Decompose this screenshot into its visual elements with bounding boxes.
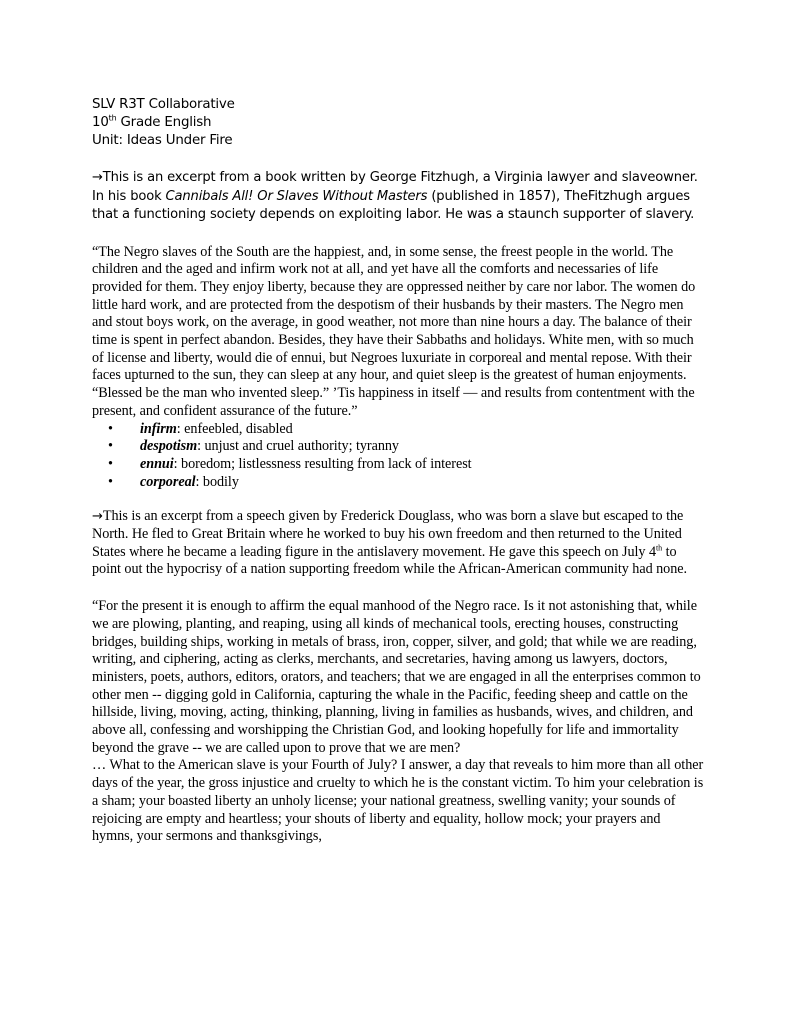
bullet-icon: • bbox=[108, 438, 113, 455]
bullet-icon: • bbox=[108, 455, 113, 472]
vocab-definition: : bodily bbox=[195, 473, 239, 490]
douglass-quote bbox=[92, 598, 704, 846]
vocab-term: infirm bbox=[140, 420, 177, 437]
unit-line: Unit: Ideas Under Fire bbox=[92, 133, 233, 148]
vocab-term: despotism bbox=[140, 438, 198, 455]
grade-line bbox=[92, 114, 704, 132]
book-title: Cannibals All! Or Slaves Without Masters bbox=[165, 188, 428, 204]
intro-text-start: This is an excerpt from a speech given by Frederick Douglass, who was born a slave but escaped to the North. He fled to Great Britain where he worked to buy his own freedom and then returned to the United States where he became a leading figure in the antislavery movement. He gave this speech on July 4 bbox=[92, 508, 684, 560]
vocab-definition: : boredom; listlessness resulting from lack of interest bbox=[173, 455, 472, 472]
bullet-icon: • bbox=[108, 473, 113, 490]
right-arrow-icon: → bbox=[92, 509, 103, 525]
fitzhugh-introduction bbox=[92, 169, 704, 225]
vocab-item bbox=[92, 474, 704, 492]
intro-text-start: This is an excerpt from a book written by George Fitzhugh, a Virginia lawyer and slaveowner. In his book bbox=[92, 170, 698, 204]
grade-number: 10 bbox=[92, 115, 109, 130]
vocab-item bbox=[92, 421, 704, 439]
vocabulary-list bbox=[92, 421, 704, 492]
document-header bbox=[92, 96, 704, 150]
right-arrow-icon: → bbox=[92, 170, 103, 185]
grade-ordinal: th bbox=[108, 113, 117, 123]
intro-text-end: to point out the hypocrisy of a nation supporting freedom while the African-American community had none. bbox=[92, 543, 688, 578]
quote-paragraph: “For the present it is enough to affirm the equal manhood of the Negro race. Is it not astonishing that, while we are plowing, planting, and reaping, using all kinds of mechanical tools, erecting houses, constructing bridges, building ships, working in metals of brass, iron, copper, silver, and gold; that while we are reading, writing, and ciphering, acting as clerks, merchants, and secretaries, having among us lawyers, doctors, ministers, poets, authors, editors, orators, and teachers; that we are engaged in all the enterprises common to other men -- digging gold in California, capturing the whale in the Pacific, feeding sheep and cattle on the hillside, living, moving, acting, thinking, planning, living in families as husbands, wives, and children, and above all, confessing and worshipping the Christian God, and looking hopefully for life and immortality beyond the grave -- we are called upon to prove that we are men? bbox=[92, 598, 701, 756]
vocab-definition: : unjust and cruel authority; tyranny bbox=[197, 438, 399, 455]
fitzhugh-quote: “The Negro slaves of the South are the happiest, and, in some sense, the freest people in the world. The children and the aged and infirm work not at all, and yet have all the comforts and necessaries of life provided for them. They enjoy liberty, because they are oppressed neither by care nor labor. The women do little hard work, and are protected from the despotism of their husbands by their masters. The Negro men and stout boys work, on the average, in good weather, not more than nine hours a day. The balance of their time is spent in perfect abandon. Besides, they have their Sabbaths and holidays. White men, with so much of license and liberty, would die of ennui, but Negroes luxuriate in corporeal and mental repose. With their faces upturned to the sun, they can sleep at any hour, and quiet sleep is the greatest of human enjoyments. “Blessed be the man who invented sleep.” ’Tis happiness in itself — and results from contentment with the present, and confident assurance of the future.” bbox=[92, 243, 696, 419]
vocab-definition: : enfeebled, disabled bbox=[176, 420, 293, 437]
collaborative-title: SLV R3T Collaborative bbox=[92, 97, 235, 112]
vocab-item bbox=[92, 438, 704, 456]
document-page bbox=[92, 96, 704, 846]
quote-paragraph: … What to the American slave is your Fourth of July? I answer, a day that reveals to him more than all other days of the year, the gross injustice and cruelty to which he is the constant victim. To him your celebration is a sham; your boasted liberty an unholy license; your national greatness, swelling vanity; your sounds of rejoicing are empty and heartless; your shouts of liberty and equality, hollow mock; your prayers and hymns, your sermons and thanksgivings, bbox=[92, 757, 704, 845]
vocab-term: ennui bbox=[140, 455, 174, 472]
intro-text-end: (published in 1857), TheFitzhugh argues that a functioning society depends on exploiting labor. He was a staunch supporter of slavery. bbox=[92, 188, 695, 222]
date-ordinal: th bbox=[656, 543, 663, 553]
douglass-introduction bbox=[92, 508, 704, 579]
bullet-icon: • bbox=[108, 420, 113, 437]
vocab-item bbox=[92, 456, 704, 474]
vocab-term: corporeal bbox=[140, 473, 196, 490]
grade-subject: Grade English bbox=[116, 115, 212, 130]
